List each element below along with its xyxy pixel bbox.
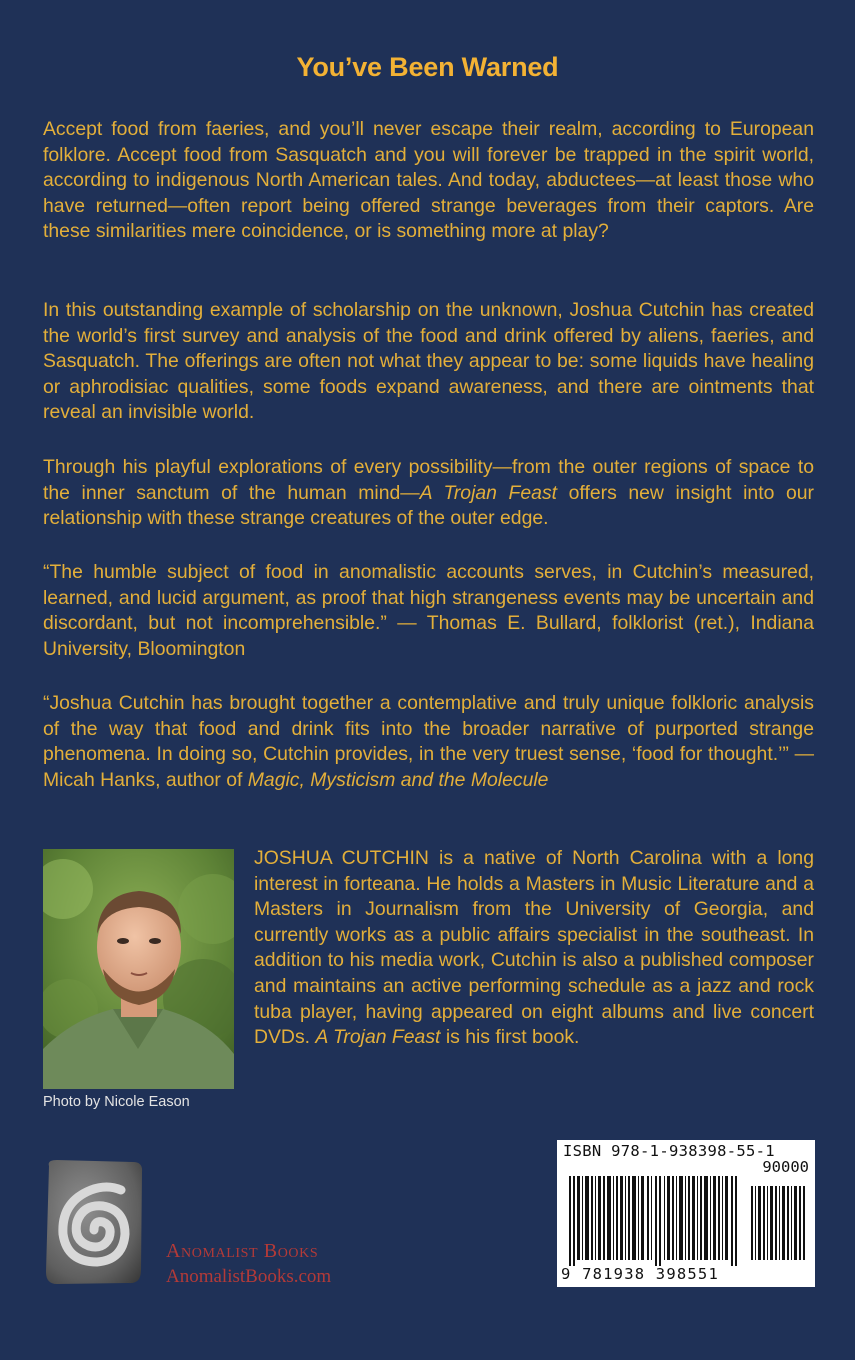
- spiral-stone-graphic: [43, 1158, 145, 1286]
- blurb-hanks-text: “Joshua Cutchin has brought together a contemplative and truly unique folkloric analysis of the way that food and drink fits into the broader narrative of purported strange phenomena. In doing so, Cutchin provides, in the very truest sense, ‘food for thought.’” — Micah Hanks, author of: [43, 692, 814, 791]
- author-name: JOSHUA CUTCHIN: [254, 847, 429, 869]
- description-paragraph-2: In this outstanding example of scholarship on the unknown, Joshua Cutchin has created the world’s first survey and analysis of the food and drink offered by aliens, faeries, and Sasquatch. The offerings are often not what they appear to be: some liquids have healing or aphrodisiac qualities, some foods expand awareness, and there are ointments that reveal an invisible world.: [43, 299, 814, 424]
- blurb-hanks: [43, 691, 814, 793]
- photo-credit: Photo by Nicole Eason: [43, 1094, 190, 1110]
- publisher-url[interactable]: AnomalistBooks.com: [166, 1266, 332, 1287]
- author-bio-text: is a native of North Carolina with a long interest in forteana. He holds a Masters in Music Literature and a Masters in Journalism from the University of Georgia, and currently works as a public affairs specialist in the southeast. In addition to his media work, Cutchin is also a published composer and maintains an active performing schedule as a jazz and rock tuba player, having appeared on eight albums and live concert DVDs.: [254, 847, 814, 1049]
- barcode-digits: 9 781938 398551: [561, 1265, 719, 1283]
- cover-heading: You’ve Been Warned: [296, 52, 559, 82]
- paragraph-3-text: Through his playful explorations of every possibility—from the outer regions of space to the inner sanctum of the human mind—: [43, 456, 814, 504]
- spiral-logo-icon: [43, 1158, 145, 1286]
- author-photo: [43, 849, 234, 1089]
- paragraph-3-text-end: offers new insight into our relationship with these strange creatures of the outer edge.: [43, 481, 814, 530]
- hanks-book-title: Magic, Mysticism and the Molecule: [247, 768, 549, 791]
- author-portrait-graphic: [43, 849, 234, 1089]
- book-title-italic: A Trojan Feast: [419, 481, 558, 504]
- description-paragraph-1: Accept food from faeries, and you’ll never escape their realm, according to European folklore. Accept food from Sasquatch and you will forever be trapped in the spirit world, according to indigenous North American tales. And today, abductees—at least those who have returned—often report being offered strange beverages from their captors. Are these similarities mere coincidence, or is something more at play?: [43, 118, 814, 243]
- author-bio-tail: is his first book.: [440, 1026, 580, 1049]
- author-bio: [254, 846, 814, 1051]
- barcode-bars-graphic: [561, 1176, 811, 1266]
- isbn-label: ISBN 978-1-938398-55-1: [563, 1142, 775, 1160]
- publisher-name: Anomalist Books: [166, 1240, 319, 1262]
- barcode-addon-number: 90000: [762, 1158, 809, 1176]
- isbn-barcode: [557, 1140, 815, 1287]
- bio-book-title: A Trojan Feast: [315, 1026, 441, 1049]
- description-paragraph-3: [43, 455, 814, 532]
- blurb-bullard: “The humble subject of food in anomalistic accounts serves, in Cutchin’s measured, learned, and lucid argument, as proof that high strangeness events may be uncertain and discordant, but not incomprehensible.” — Thomas E. Bullard, folklorist (ret.), Indiana University, Bloomington: [43, 561, 814, 660]
